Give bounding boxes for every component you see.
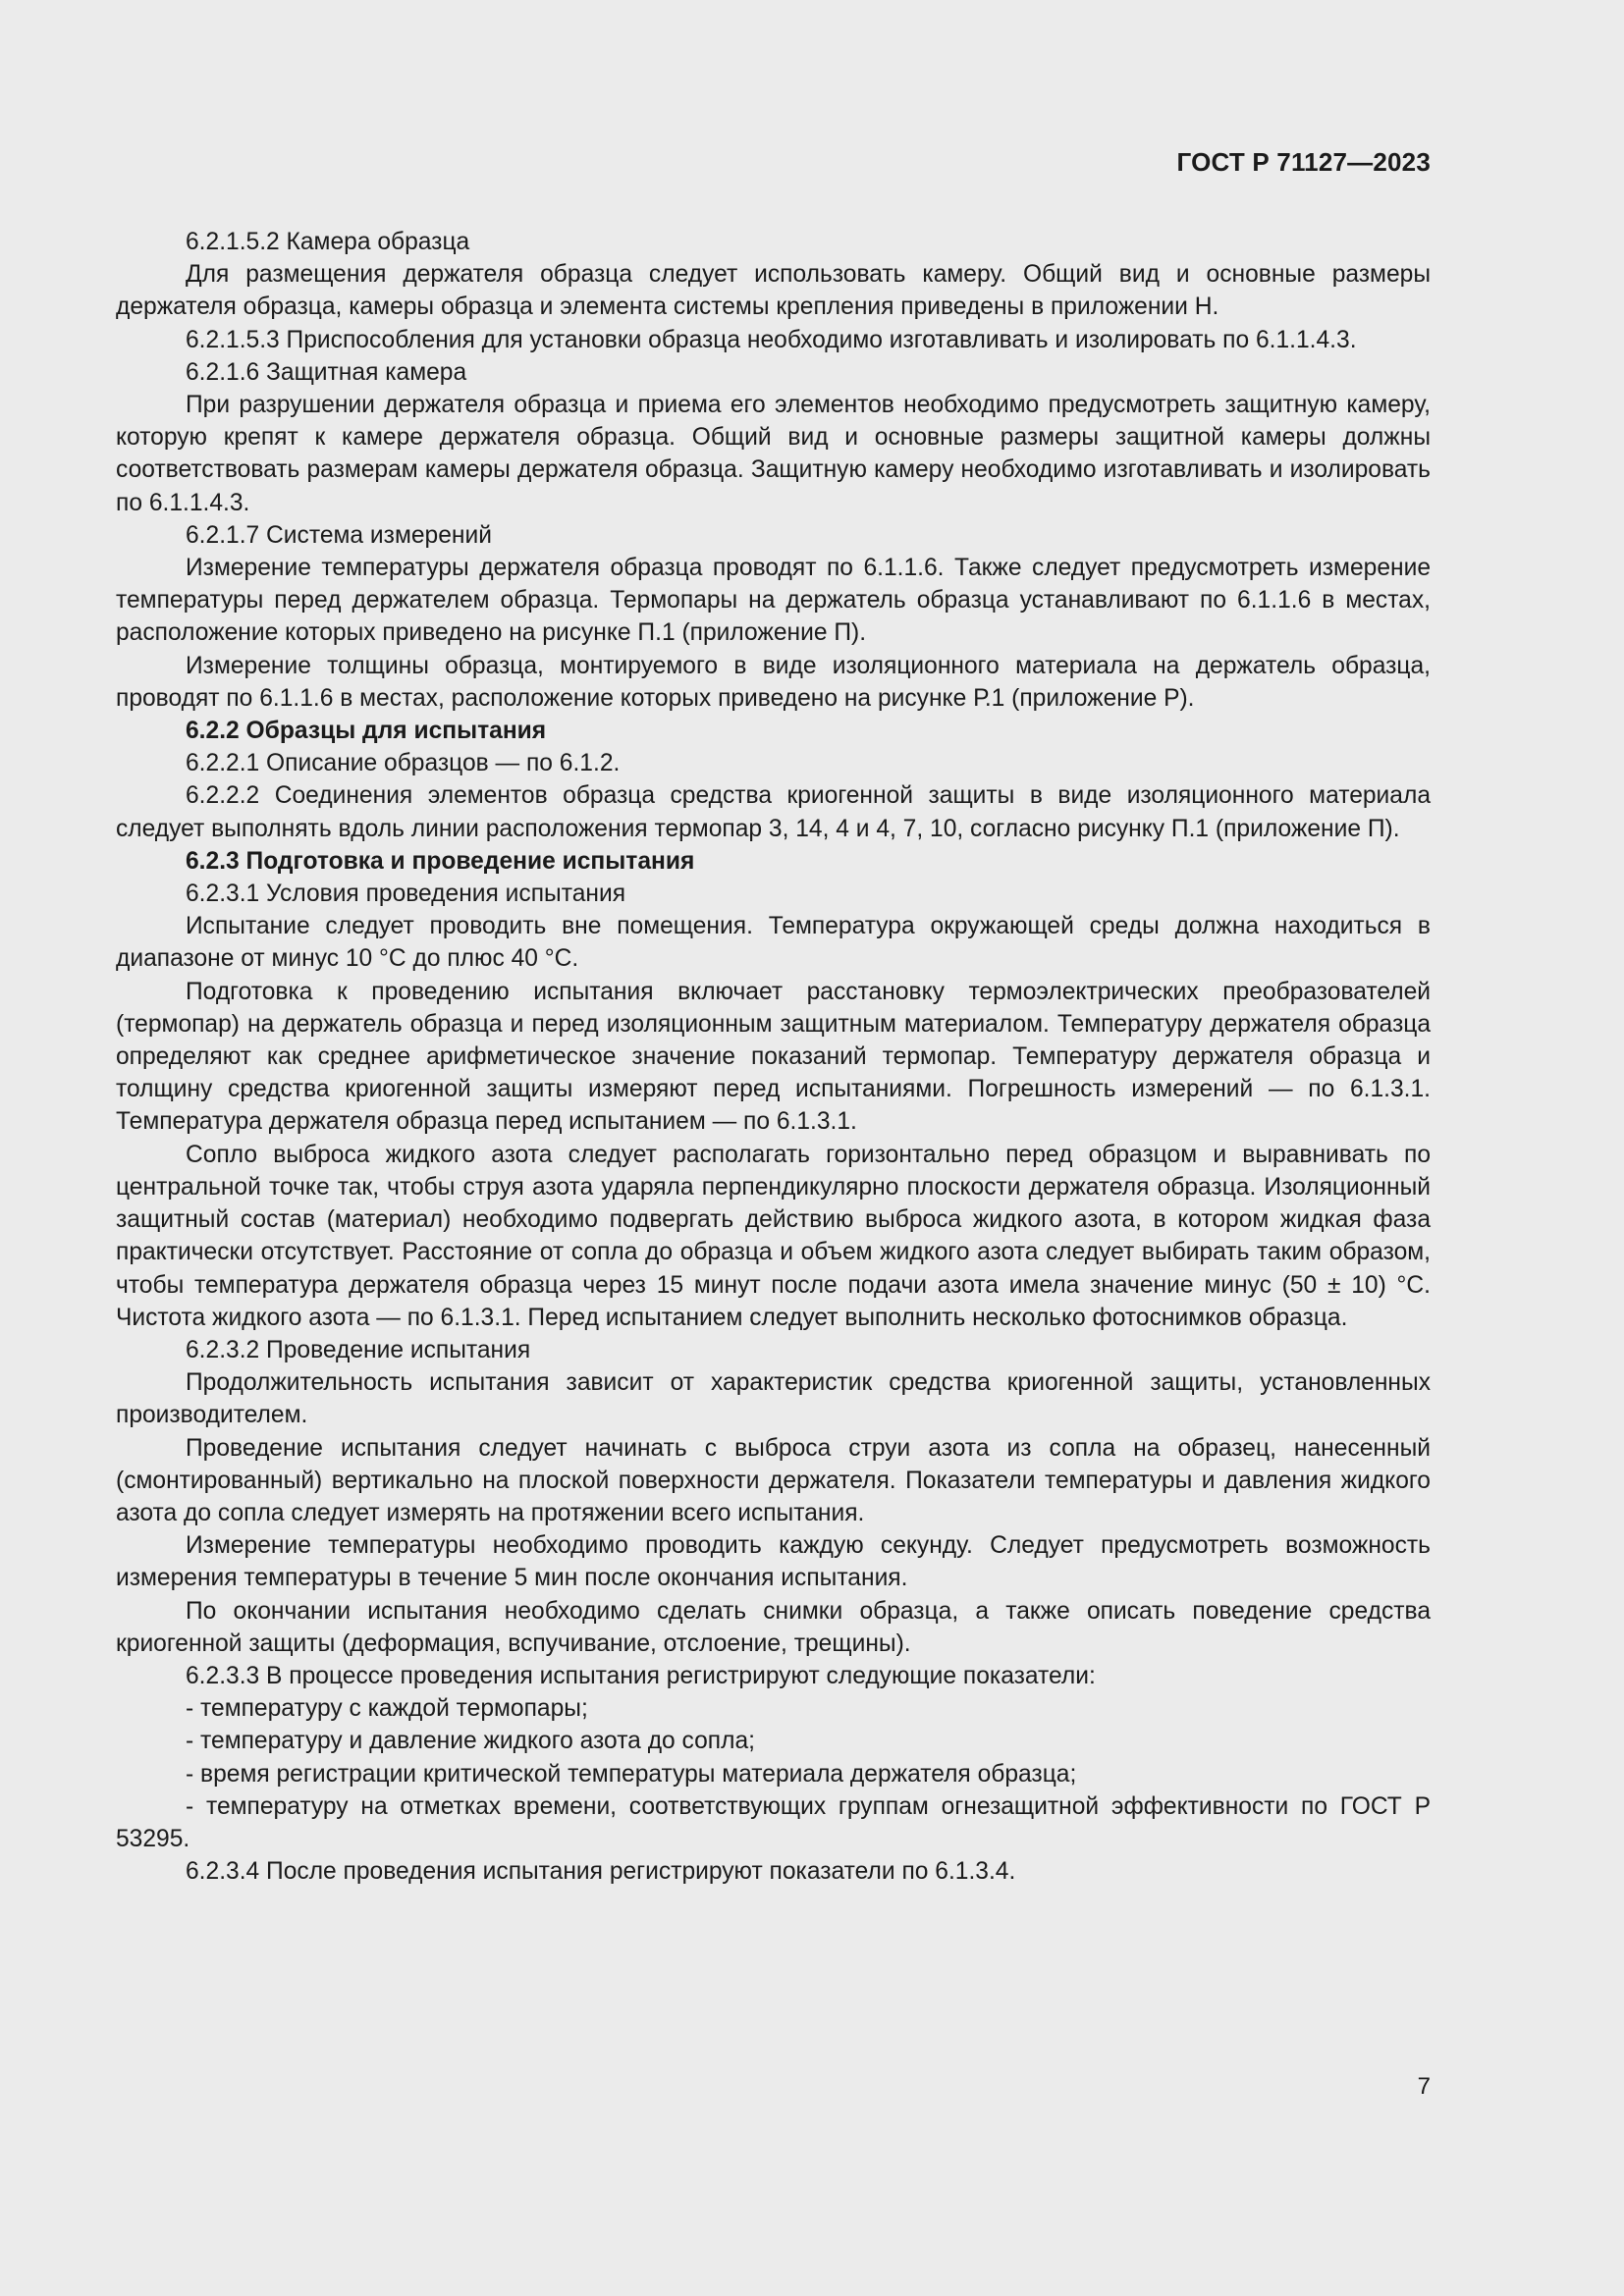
section-6-2-2-heading: 6.2.2 Образцы для испытания xyxy=(186,718,547,745)
paragraph: Подготовка к проведению испытания включает расстановку термоэлектрических преобразователей (термопар) на держатель образца и перед изоляционным защитным материалом. Температуру держателя образца определяют как среднее арифметическое значение показаний термопар. Температуру держателя образца и толщину средства криогенной защиты измеряют перед испытаниями. Погрешность измерений — по 6.1.3.1. Температура держателя образца перед испытанием — по 6.1.3.1. xyxy=(116,978,1431,1136)
clause-6-2-1-6-title: 6.2.1.6 Защитная камера xyxy=(186,358,467,386)
standard-header: ГОСТ Р 71127—2023 xyxy=(1176,147,1431,177)
paragraph: Испытание следует проводить вне помещения. Температура окружающей среды должна находиться в диапазоне от минус 10 °С до плюс 40 °С. xyxy=(116,913,1431,973)
paragraph: Для размещения держателя образца следует использовать камеру. Общий вид и основные размеры держателя образца, камеры образца и элемента системы крепления приведены в приложении Н. xyxy=(116,261,1431,321)
clause-6-2-3-4: 6.2.3.4 После проведения испытания регистрируют показатели по 6.1.3.4. xyxy=(186,1858,1016,1886)
clause-6-2-2-1: 6.2.2.1 Описание образцов — по 6.1.2. xyxy=(186,750,621,777)
paragraph: Сопло выброса жидкого азота следует располагать горизонтально перед образцом и выравнивать по центральной точке так, чтобы струя азота ударяла перпендикулярно плоскости держателя образца. Изоляционный защитный состав (материал) необходимо подвергать действию выброса жидкого азота, в котором жидкая фаза практически отсутствует. Расстояние от сопла до образца и объем жидкого азота следует выбирать таким образом, чтобы температура держателя образца через 15 минут после подачи азота имела значение минус (50 ± 10) °С. Чистота жидкого азота — по 6.1.3.1. Перед испытанием следует выполнить несколько фотоснимков образца. xyxy=(116,1141,1431,1331)
clause-6-2-1-5-2-title: 6.2.1.5.2 Камера образца xyxy=(186,229,470,255)
paragraph: Измерение температуры необходимо проводить каждую секунду. Следует предусмотреть возможность измерения температуры в течение 5 мин после окончания испытания. xyxy=(116,1532,1431,1592)
clause-6-2-1-5-3: 6.2.1.5.3 Приспособления для установки образца необходимо изготавливать и изолировать по 6.1.1.4.3. xyxy=(186,326,1357,353)
clause-6-2-2-2: 6.2.2.2 Соединения элементов образца средства криогенной защиты в виде изоляционного материала следует выполнять вдоль линии расположения термопар 3, 14, 4 и 4, 7, 10, согласно рисунку П.1 (приложение П). xyxy=(116,782,1431,842)
clause-6-2-3-1-title: 6.2.3.1 Условия проведения испытания xyxy=(186,881,626,908)
list-item: - время регистрации критической температуры материала держателя образца; xyxy=(186,1760,1077,1788)
list-item: - температуру и давление жидкого азота до сопла; xyxy=(186,1728,755,1755)
paragraph: Измерение температуры держателя образца проводят по 6.1.1.6. Также следует предусмотреть измерение температуры перед держателем образца. Термопары на держатель образца устанавливают по 6.1.1.6 в местах, расположение которых приведено на рисунке П.1 (приложение П). xyxy=(116,555,1431,647)
list-item: - температуру с каждой термопары; xyxy=(186,1695,588,1723)
list-item: - температуру на отметках времени, соответствующих группам огнезащитной эффективности по ГОСТ Р 53295. xyxy=(116,1792,1431,1852)
paragraph: Измерение толщины образца, монтируемого в виде изоляционного материала на держатель образца, проводят по 6.1.1.6 в местах, расположение которых приведено на рисунке Р.1 (приложение Р). xyxy=(116,652,1431,712)
clause-6-2-3-2-title: 6.2.3.2 Проведение испытания xyxy=(186,1336,531,1363)
paragraph: Проведение испытания следует начинать с выброса струи азота из сопла на образец, нанесенный (смонтированный) вертикально на плоской поверхности держателя. Показатели температуры и давления жидкого азота до сопла следует измерять на протяжении всего испытания. xyxy=(116,1434,1431,1526)
paragraph: Продолжительность испытания зависит от характеристик средства криогенной защиты, установленных производителем. xyxy=(116,1369,1431,1429)
page-number: 7 xyxy=(1417,2073,1431,2100)
clause-6-2-3-3: 6.2.3.3 В процессе проведения испытания регистрируют следующие показатели: xyxy=(186,1662,1096,1689)
clause-6-2-1-7-title: 6.2.1.7 Система измерений xyxy=(186,521,492,549)
section-6-2-3-heading: 6.2.3 Подготовка и проведение испытания xyxy=(186,847,695,875)
document-body xyxy=(116,226,1431,1888)
paragraph: По окончании испытания необходимо сделать снимки образца, а также описать поведение средства криогенной защиты (деформация, вспучивание, отслоение, трещины). xyxy=(116,1597,1431,1657)
paragraph: При разрушении держателя образца и приема его элементов необходимо предусмотреть защитную камеру, которую крепят к камере держателя образца. Общий вид и основные размеры защитной камеры должны соответствовать размерам камеры держателя образца. Защитную камеру необходимо изготавливать и изолировать по 6.1.1.4.3. xyxy=(116,392,1431,516)
